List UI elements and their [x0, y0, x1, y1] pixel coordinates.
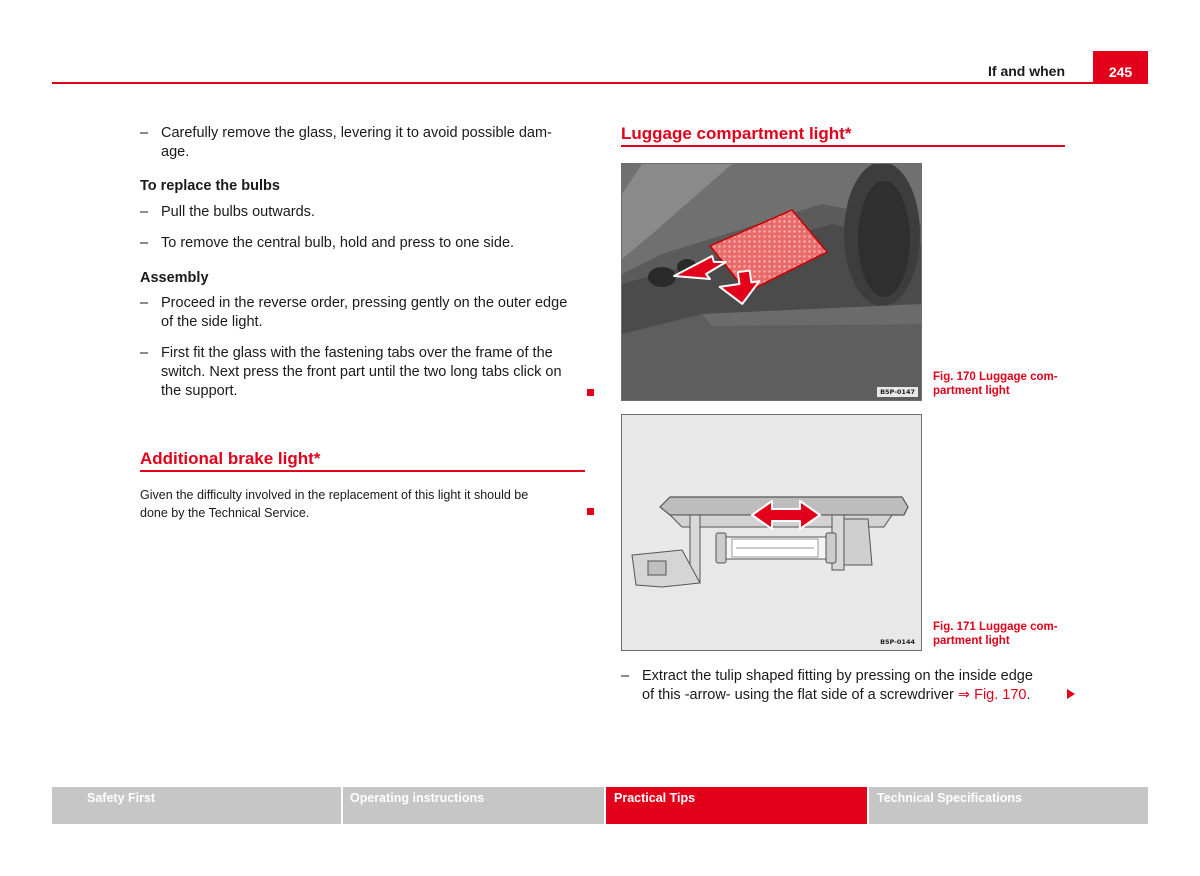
figure-171-image	[621, 414, 922, 651]
list-item-text: of the side light.	[161, 314, 263, 330]
page-number: 245	[1093, 51, 1148, 84]
list-dash: –	[140, 295, 149, 311]
list-item	[140, 344, 590, 404]
list-item-text: First fit the glass with the fastening tabs over the frame of the	[161, 345, 553, 361]
figure-caption-line: Fig. 171 Luggage com-	[933, 621, 1058, 633]
list-dash: –	[140, 125, 149, 141]
figure-reference-link[interactable]: ⇒ Fig. 170	[957, 687, 1027, 703]
figure-171-caption	[933, 620, 1073, 648]
list-item	[140, 203, 590, 223]
figure-170-caption	[933, 370, 1073, 398]
section-title-brake-light: Additional brake light*	[140, 449, 321, 468]
list-dash: –	[140, 345, 149, 361]
continue-arrow-icon	[1067, 689, 1075, 699]
tab-operating-instructions[interactable]	[343, 787, 604, 824]
section-end-marker	[587, 389, 594, 396]
tab-practical-tips[interactable]	[606, 787, 867, 824]
list-dash: –	[140, 204, 149, 220]
figure-code: B5P-0144	[877, 637, 918, 647]
brake-light-text	[140, 487, 585, 522]
list-item-text	[642, 686, 1031, 705]
subheading-assembly: Assembly	[140, 270, 209, 286]
list-item	[621, 667, 1071, 707]
figure-caption-line: partment light	[933, 635, 1010, 647]
figure-code: B5P-0147	[877, 387, 918, 397]
section-name: If and when	[988, 63, 1065, 79]
section-title-luggage-light: Luggage compartment light*	[621, 124, 852, 143]
list-item-text: Proceed in the reverse order, pressing gently on the outer edge	[161, 295, 568, 311]
list-dash: –	[621, 668, 630, 684]
step-text-end: .	[1026, 687, 1031, 703]
list-item-text: age.	[161, 144, 190, 160]
tab-label: Safety First	[87, 791, 156, 805]
list-item-text: the support.	[161, 383, 238, 399]
list-dash: –	[140, 235, 149, 251]
header-rule	[52, 82, 1148, 84]
figure-caption-line: Fig. 170 Luggage com-	[933, 371, 1058, 383]
tab-label: Technical Specifications	[877, 791, 1022, 805]
list-item-text: Pull the bulbs outwards.	[161, 204, 315, 220]
luggage-light-illustration	[622, 164, 922, 401]
lamp-bulb-illustration	[622, 415, 922, 651]
tab-technical-specifications[interactable]	[869, 787, 1148, 824]
list-item	[140, 294, 590, 334]
section-rule	[140, 470, 585, 472]
list-item	[140, 124, 590, 164]
step-text: of this -arrow- using the flat side of a screwdriver	[642, 687, 958, 703]
section-end-marker	[587, 508, 594, 515]
list-item-text: To remove the central bulb, hold and press to one side.	[161, 235, 515, 251]
tab-label: Operating instructions	[350, 791, 485, 805]
list-item-text: switch. Next press the front part until the two long tabs click on	[161, 364, 562, 380]
tab-safety-first[interactable]	[52, 787, 341, 824]
subheading-replace-bulbs: To replace the bulbs	[140, 178, 280, 194]
tab-label: Practical Tips	[614, 791, 696, 805]
list-item-text: Carefully remove the glass, levering it to avoid possible dam-	[161, 125, 552, 141]
list-item	[140, 234, 590, 254]
section-rule	[621, 145, 1065, 147]
brake-light-line: Given the difficulty involved in the replacement of this light it should be	[140, 488, 529, 502]
list-item-text: Extract the tulip shaped fitting by pressing on the inside edge	[642, 668, 1033, 684]
figure-170-image	[621, 163, 922, 401]
figure-caption-line: partment light	[933, 385, 1010, 397]
brake-light-line: done by the Technical Service.	[140, 505, 310, 520]
